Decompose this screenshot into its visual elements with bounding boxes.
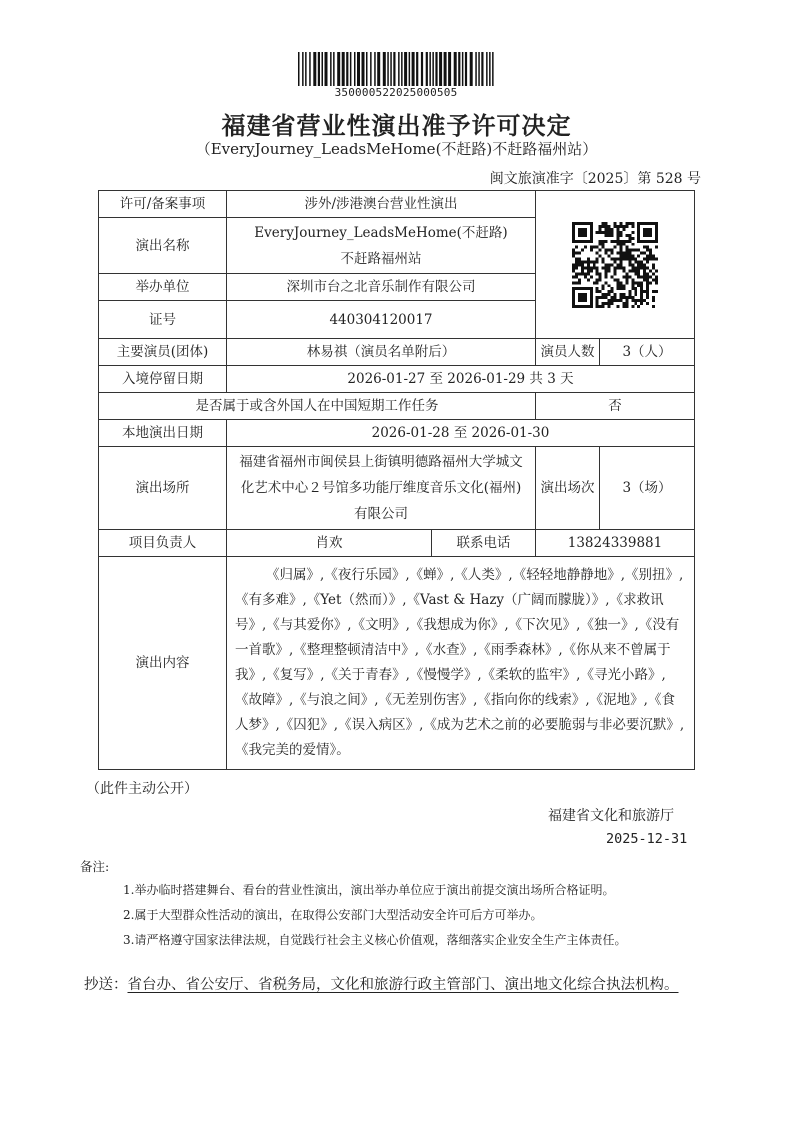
foreign-work-value: 否: [536, 393, 695, 420]
license-label: 证号: [99, 301, 227, 339]
issue-date: 2025-12-31: [606, 831, 688, 847]
document-subtitle: （EveryJourney_LeadsMeHome(不赶路)不赶路福州站）: [195, 140, 598, 158]
performer-value: 林易祺（演员名单附后）: [227, 339, 536, 366]
barcode-number: 350000522025000505: [334, 86, 458, 99]
cc-recipients: 省台办、省公安厅、省税务局，文化和旅游行政主管部门、演出地文化综合执法机构。: [127, 977, 679, 993]
document-title: 福建省营业性演出准予许可决定: [221, 112, 572, 140]
permit-table: [98, 190, 695, 770]
phone-label: 联系电话: [432, 530, 536, 557]
manager-value: 肖欢: [227, 530, 432, 557]
phone-value: 13824339881: [536, 530, 695, 557]
document-number: 闽文旅演准字〔2025〕第 528 号: [489, 171, 701, 187]
performer-count-value: 3（人）: [600, 339, 695, 366]
note-item: 3.请严格遵守国家法律法规，自觉践行社会主义核心价值观，落细落实企业安全生产主体责任。: [123, 933, 627, 947]
organizer-value: 深圳市台之北音乐制作有限公司: [227, 274, 536, 301]
cc-block: [84, 973, 714, 998]
permit-type-label: 许可/备案事项: [99, 191, 227, 218]
qr-code-icon: [572, 222, 658, 308]
issuer: 福建省文化和旅游厅: [548, 808, 674, 824]
public-note: （此件主动公开）: [86, 781, 198, 797]
note-item: 2.属于大型群众性活动的演出，在取得公安部门大型活动安全许可后方可举办。: [123, 908, 543, 922]
foreign-work-label: 是否属于或含外国人在中国短期工作任务: [99, 393, 536, 420]
content-value: 《归属》,《夜行乐园》,《蝉》,《人类》,《轻轻地静静地》,《别扭》,《有多难》,《Yet（然而）》,《Vast & Hazy（广阔而朦胧）》,《求救讯号》,《与其爱你》,《文明》,《我想成为你》,《下次见》,《独一》,《没有一首歌》,《整理整顿清洁中》,《水查》,《雨季森林》,《你从来不曾属于我》,《复写》,《关于青春》,《慢慢学》,《柔软的监牢》,《寻光小路》,《故障》,《与浪之间》,《无差别伤害》,《指向你的线索》,《泥地》,《食人梦》,《囚犯》,《误入病区》,《成为艺术之前的必要脆弱与非必要沉默》,《我完美的爱情》。: [227, 557, 695, 770]
cc-label: 抄送：: [84, 977, 128, 993]
local-dates-value: 2026-01-28 至 2026-01-30: [227, 420, 695, 447]
license-value: 440304120017: [227, 301, 536, 339]
venue-value: 福建省福州市闽侯县上街镇明德路福州大学城文化艺术中心２号馆多功能厅维度音乐文化(福州)有限公司: [227, 447, 536, 530]
manager-label: 项目负责人: [99, 530, 227, 557]
show-name-label: 演出名称: [99, 218, 227, 274]
permit-type-value: 涉外/涉港澳台营业性演出: [227, 191, 536, 218]
stay-label: 入境停留日期: [99, 366, 227, 393]
local-dates-label: 本地演出日期: [99, 420, 227, 447]
venue-label: 演出场所: [99, 447, 227, 530]
performer-count-label: 演员人数: [536, 339, 600, 366]
barcode-graphic: [296, 52, 496, 86]
show-name-line2: 不赶路福州站: [340, 250, 422, 267]
stay-value: 2026-01-27 至 2026-01-29 共 3 天: [227, 366, 695, 393]
show-name-value: [227, 218, 536, 274]
content-label: 演出内容: [99, 557, 227, 770]
qr-code-cell: [536, 191, 695, 339]
sessions-value: 3（场）: [600, 447, 695, 530]
notes-label: 备注:: [80, 859, 110, 874]
sessions-label: 演出场次: [536, 447, 600, 530]
performer-label: 主要演员(团体): [99, 339, 227, 366]
barcode: [286, 52, 506, 99]
organizer-label: 举办单位: [99, 274, 227, 301]
show-name-line1: EveryJourney_LeadsMeHome(不赶路): [254, 224, 508, 241]
note-item: 1.举办临时搭建舞台、看台的营业性演出，演出举办单位应于演出前提交演出场所合格证明。: [123, 883, 615, 897]
